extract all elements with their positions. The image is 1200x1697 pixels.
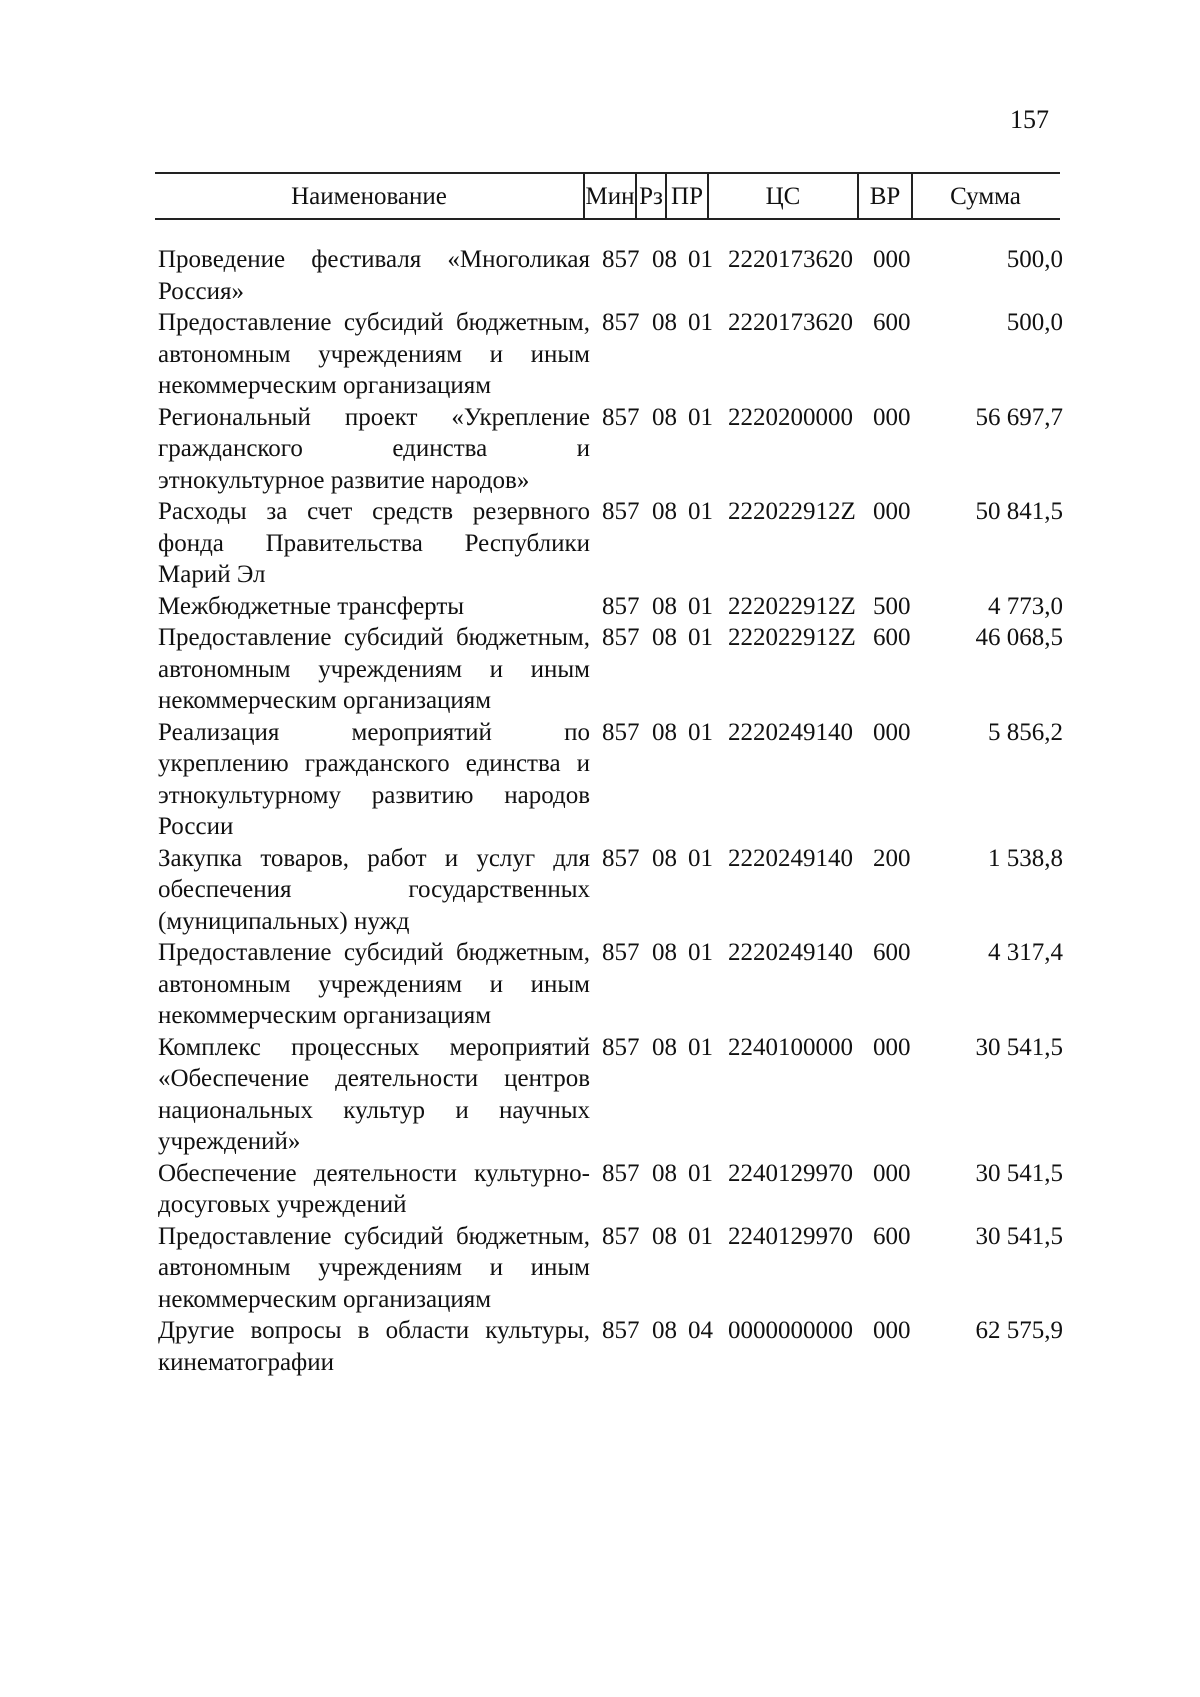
header-rz: Рз <box>639 183 663 210</box>
table-row <box>158 496 1063 591</box>
row-name: Другие вопросы в области культуры, кинематографии <box>158 1317 590 1376</box>
header-pr: ПР <box>671 183 703 210</box>
row-name: Предоставление субсидий бюджетным, автономным учреждениям и иным некоммерческим организациям <box>158 939 590 1029</box>
row-cs: 2240129970 <box>728 1159 853 1187</box>
row-name: Региональный проект «Укрепление гражданского единства и этнокультурное развитие народов» <box>158 403 590 494</box>
row-sum: 30 541,5 <box>975 1222 1063 1250</box>
row-min: 857 <box>602 1033 640 1061</box>
row-cs: 2220200000 <box>728 403 853 431</box>
table-row <box>158 307 1063 402</box>
header-cs: ЦС <box>765 183 801 210</box>
row-min: 857 <box>602 624 640 651</box>
table-row <box>158 244 1063 307</box>
row-min: 857 <box>602 309 640 336</box>
row-min: 857 <box>602 403 640 431</box>
row-sum: 4 317,4 <box>988 939 1063 966</box>
row-sum: 500,0 <box>1006 309 1063 336</box>
row-min: 857 <box>602 1317 640 1344</box>
table-header <box>155 172 1060 220</box>
row-rz: 08 <box>652 624 677 651</box>
row-pr: 04 <box>688 1317 713 1344</box>
row-pr: 01 <box>688 498 713 525</box>
row-rz: 08 <box>652 1317 677 1344</box>
row-min: 857 <box>602 1159 640 1187</box>
row-vr: 000 <box>873 403 911 431</box>
row-rz: 08 <box>652 403 677 431</box>
row-rz: 08 <box>652 718 677 746</box>
header-vr: ВР <box>869 183 901 210</box>
row-pr: 01 <box>688 844 713 872</box>
row-min: 857 <box>602 844 640 872</box>
row-pr: 01 <box>688 403 713 431</box>
header-min: Мин <box>585 183 635 210</box>
row-pr: 01 <box>688 309 713 336</box>
row-rz: 08 <box>652 1159 677 1187</box>
row-pr: 01 <box>688 624 713 651</box>
row-sum: 4 773,0 <box>988 592 1063 620</box>
row-name: Предоставление субсидий бюджетным, автономным учреждениям и иным некоммерческим организациям <box>158 309 590 399</box>
row-min: 857 <box>602 939 640 966</box>
row-sum: 5 856,2 <box>988 718 1063 746</box>
row-rz: 08 <box>652 844 677 872</box>
row-sum: 30 541,5 <box>975 1159 1063 1187</box>
row-cs: 2240129970 <box>728 1222 853 1250</box>
row-vr: 000 <box>873 246 911 273</box>
row-name: Обеспечение деятельности культурно-досуговых учреждений <box>158 1159 590 1218</box>
row-sum: 1 538,8 <box>988 844 1063 872</box>
row-sum: 56 697,7 <box>975 403 1063 431</box>
row-vr: 600 <box>873 939 911 966</box>
row-cs: 2240100000 <box>728 1033 853 1061</box>
row-cs: 0000000000 <box>728 1317 853 1344</box>
row-cs: 2220249140 <box>728 939 853 966</box>
row-cs: 2220249140 <box>728 718 853 746</box>
row-name: Реализация мероприятий по укреплению гражданского единства и этнокультурному развитию народов России <box>158 718 590 840</box>
row-pr: 01 <box>688 1033 713 1061</box>
row-vr: 000 <box>873 1317 911 1344</box>
header-sum: Сумма <box>950 183 1021 210</box>
row-name: Предоставление субсидий бюджетным, автономным учреждениям и иным некоммерческим организациям <box>158 624 590 714</box>
row-name: Расходы за счет средств резервного фонда Правительства Республики Марий Эл <box>158 498 590 588</box>
row-cs: 222022912Z <box>728 498 856 525</box>
row-name: Межбюджетные трансферты <box>158 592 465 620</box>
row-vr: 000 <box>873 718 911 746</box>
table-row <box>158 622 1063 717</box>
table-row <box>158 402 1063 497</box>
row-min: 857 <box>602 718 640 746</box>
row-sum: 62 575,9 <box>975 1317 1063 1344</box>
row-name: Закупка товаров, работ и услуг для обеспечения государственных (муниципальных) нужд <box>158 844 590 935</box>
row-vr: 200 <box>873 844 911 872</box>
table-row <box>158 937 1063 1032</box>
row-vr: 600 <box>873 1222 911 1250</box>
row-cs: 2220173620 <box>728 246 853 273</box>
table-row <box>158 1158 1063 1221</box>
table-row <box>158 843 1063 938</box>
row-sum: 50 841,5 <box>975 498 1063 525</box>
row-sum: 46 068,5 <box>975 624 1063 651</box>
row-cs: 2220249140 <box>728 844 853 872</box>
row-sum: 500,0 <box>1006 246 1063 273</box>
row-min: 857 <box>602 592 640 620</box>
row-min: 857 <box>602 498 640 525</box>
row-name: Проведение фестиваля «Многоликая Россия» <box>158 246 590 305</box>
row-name: Предоставление субсидий бюджетным, автономным учреждениям и иным некоммерческим организациям <box>158 1222 590 1313</box>
row-rz: 08 <box>652 498 677 525</box>
row-pr: 01 <box>688 246 713 273</box>
row-name: Комплекс процессных мероприятий «Обеспечение деятельности центров национальных культур и научных учреждений» <box>158 1033 590 1155</box>
table-row <box>158 591 1063 623</box>
page-number: 157 <box>1010 105 1049 134</box>
row-rz: 08 <box>652 246 677 273</box>
row-pr: 01 <box>688 1159 713 1187</box>
row-min: 857 <box>602 246 640 273</box>
row-sum: 30 541,5 <box>975 1033 1063 1061</box>
row-pr: 01 <box>688 939 713 966</box>
table-row <box>158 717 1063 843</box>
row-rz: 08 <box>652 939 677 966</box>
table-body <box>158 244 1063 1378</box>
row-rz: 08 <box>652 309 677 336</box>
row-rz: 08 <box>652 1033 677 1061</box>
row-vr: 600 <box>873 309 911 336</box>
row-vr: 500 <box>873 592 911 620</box>
table-row <box>158 1032 1063 1158</box>
row-cs: 222022912Z <box>728 592 856 620</box>
header-name: Наименование <box>291 183 447 210</box>
table-row <box>158 1315 1063 1378</box>
row-pr: 01 <box>688 592 713 620</box>
row-cs: 222022912Z <box>728 624 856 651</box>
row-vr: 000 <box>873 1159 911 1187</box>
row-rz: 08 <box>652 1222 677 1250</box>
row-rz: 08 <box>652 592 677 620</box>
table-row <box>158 1221 1063 1316</box>
row-cs: 2220173620 <box>728 309 853 336</box>
row-pr: 01 <box>688 1222 713 1250</box>
row-vr: 000 <box>873 1033 911 1061</box>
row-min: 857 <box>602 1222 640 1250</box>
row-vr: 600 <box>873 624 911 651</box>
row-vr: 000 <box>873 498 911 525</box>
row-pr: 01 <box>688 718 713 746</box>
